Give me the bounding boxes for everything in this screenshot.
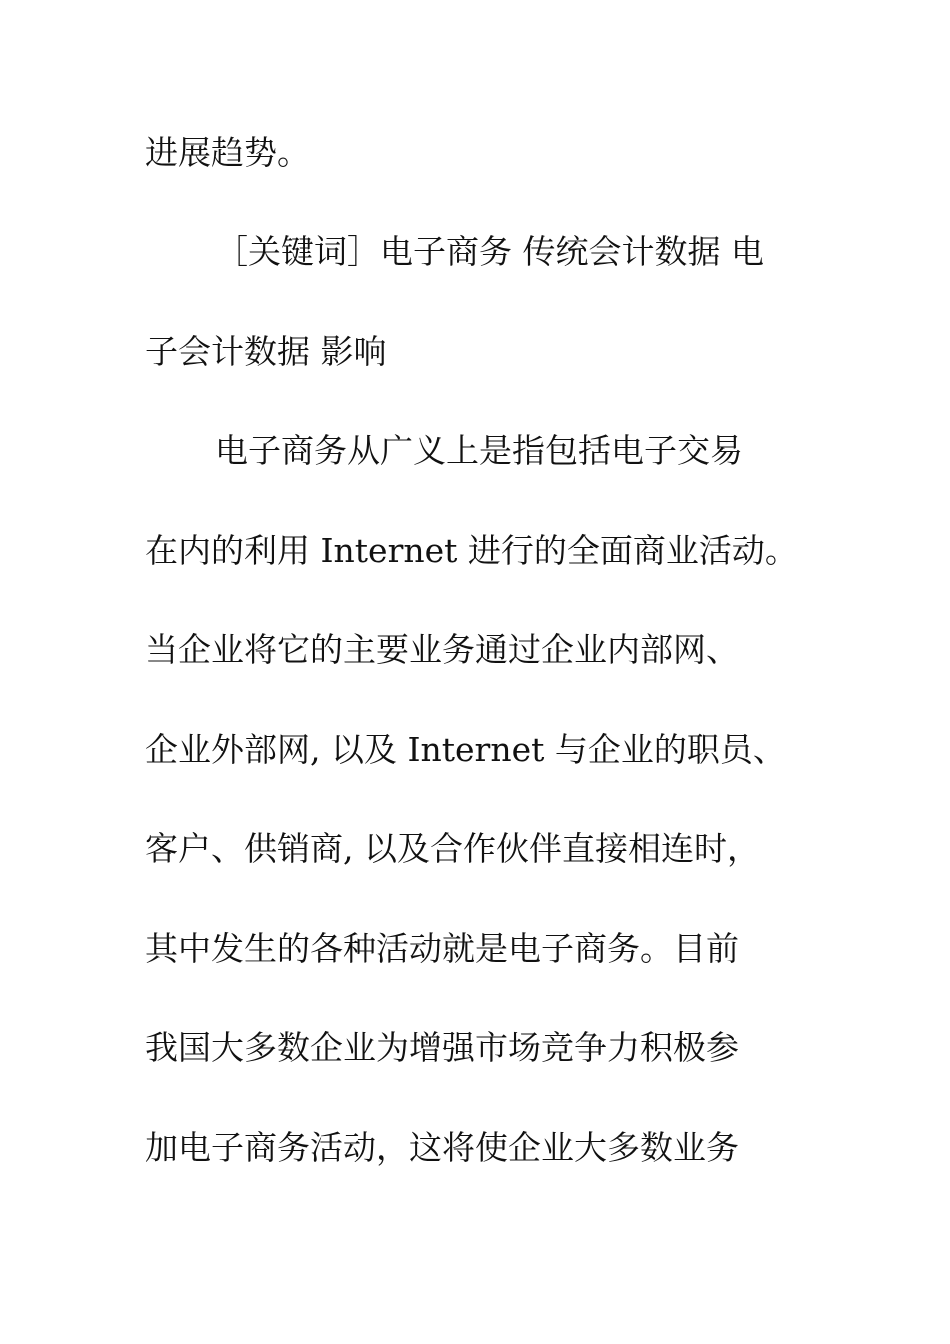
text-line-8: 客户、供销商, 以及合作伙伴直接相连时， (145, 829, 760, 868)
text-line-6: 当企业将它的主要业务通过企业内部网、 (145, 630, 739, 669)
text-line-1: 进展趋势。 (145, 133, 310, 172)
text-line-10: 我国大多数企业为增强市场竞争力积极参 (145, 1028, 739, 1067)
text-line-5: 在内的利用 Internet 进行的全面商业活动。 (145, 531, 798, 570)
text-line-3: 子会计数据 影响 (145, 332, 387, 371)
text-line-9: 其中发生的各种活动就是电子商务。目前 (145, 929, 739, 968)
text-line-7: 企业外部网, 以及 Internet 与企业的职员、 (145, 730, 786, 769)
text-line-11: 加电子商务活动，这将使企业大多数业务 (145, 1128, 739, 1167)
keywords-line: ［关键词］电子商务 传统会计数据 电 (215, 232, 764, 271)
paragraph-start-line: 电子商务从广义上是指包括电子交易 (215, 431, 743, 470)
